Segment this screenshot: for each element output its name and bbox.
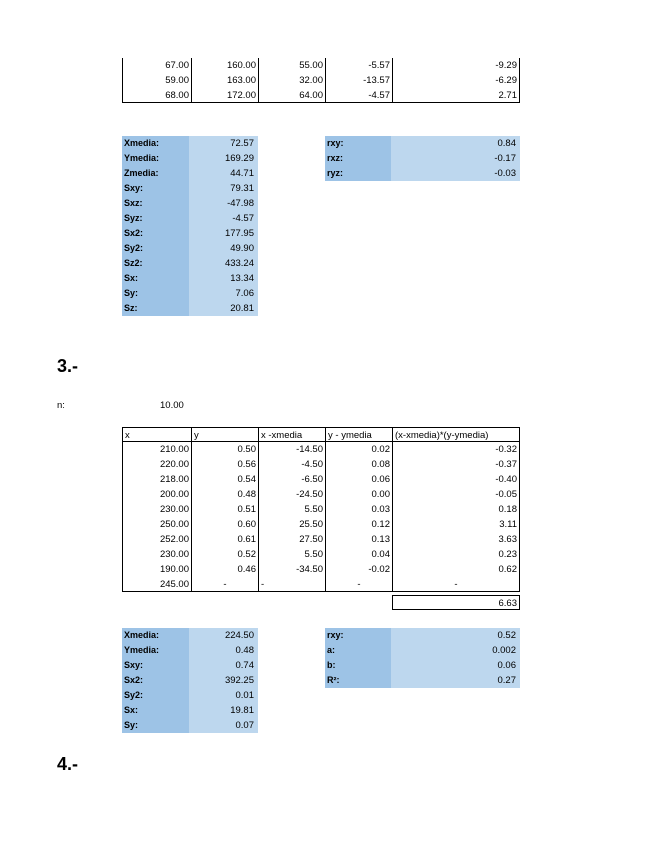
stat-label: Sy2: bbox=[122, 688, 189, 703]
table-cell: 163.00 bbox=[191, 73, 258, 88]
stat-value: 392.25 bbox=[189, 673, 258, 688]
stat-value: 7.06 bbox=[189, 286, 258, 301]
column-header: (x-xmedia)*(y-ymedia) bbox=[392, 427, 520, 442]
stat-label: Sx: bbox=[122, 703, 189, 718]
stat-row bbox=[122, 241, 258, 256]
table-row bbox=[122, 532, 520, 547]
table-cell: 0.48 bbox=[191, 487, 258, 502]
column-header: x bbox=[122, 427, 191, 442]
stat-row bbox=[122, 688, 258, 703]
sec2-data-table bbox=[122, 58, 520, 103]
stat-label: Syz: bbox=[122, 211, 189, 226]
stat-value: 79.31 bbox=[189, 181, 258, 196]
table-cell: 2.71 bbox=[392, 88, 520, 103]
stat-value: 0.84 bbox=[391, 136, 520, 151]
table-cell: 32.00 bbox=[258, 73, 325, 88]
stat-row bbox=[122, 196, 258, 211]
sec2-correlation-block bbox=[325, 136, 520, 181]
table-cell: 0.52 bbox=[191, 547, 258, 562]
table-cell: 0.02 bbox=[325, 442, 392, 457]
stat-value: 0.07 bbox=[189, 718, 258, 733]
stat-row bbox=[122, 226, 258, 241]
sec3-stats-block bbox=[122, 628, 258, 733]
stat-value: 19.81 bbox=[189, 703, 258, 718]
stat-row bbox=[122, 166, 258, 181]
table-cell: 0.51 bbox=[191, 502, 258, 517]
table-cell: -4.50 bbox=[258, 457, 325, 472]
table-cell: 0.54 bbox=[191, 472, 258, 487]
stat-row bbox=[325, 673, 520, 688]
table-cell: -34.50 bbox=[258, 562, 325, 577]
table-cell: -4.57 bbox=[325, 88, 392, 103]
stat-label: Sz2: bbox=[122, 256, 189, 271]
table-cell: -6.50 bbox=[258, 472, 325, 487]
table-cell: 25.50 bbox=[258, 517, 325, 532]
stat-label: b: bbox=[325, 658, 391, 673]
stat-row bbox=[325, 658, 520, 673]
table-cell: 0.13 bbox=[325, 532, 392, 547]
table-cell: -0.02 bbox=[325, 562, 392, 577]
stat-row bbox=[122, 256, 258, 271]
stat-value: -0.17 bbox=[391, 151, 520, 166]
stat-label: Sx2: bbox=[122, 673, 189, 688]
table-row bbox=[122, 547, 520, 562]
stat-value: 0.52 bbox=[391, 628, 520, 643]
stat-label: rxz: bbox=[325, 151, 391, 166]
stat-value: 177.95 bbox=[189, 226, 258, 241]
table-cell: 172.00 bbox=[191, 88, 258, 103]
sec3-regression-block bbox=[325, 628, 520, 688]
table-row bbox=[122, 577, 520, 592]
total-value: 6.63 bbox=[392, 595, 520, 610]
table-cell: 3.63 bbox=[392, 532, 520, 547]
stat-label: Sxy: bbox=[122, 658, 189, 673]
stat-value: 20.81 bbox=[189, 301, 258, 316]
stat-label: Sxz: bbox=[122, 196, 189, 211]
stat-value: 0.01 bbox=[189, 688, 258, 703]
table-cell: -9.29 bbox=[392, 58, 520, 73]
table-cell: 220.00 bbox=[122, 457, 191, 472]
table-cell: 0.46 bbox=[191, 562, 258, 577]
table-cell: -0.40 bbox=[392, 472, 520, 487]
table-cell: 0.00 bbox=[325, 487, 392, 502]
stat-label: Xmedia: bbox=[122, 628, 189, 643]
stat-row bbox=[122, 151, 258, 166]
stat-label: Sy: bbox=[122, 718, 189, 733]
n-label: n: bbox=[57, 400, 65, 411]
stat-label: Sx: bbox=[122, 271, 189, 286]
table-row bbox=[122, 517, 520, 532]
stat-value: 44.71 bbox=[189, 166, 258, 181]
stat-value: 49.90 bbox=[189, 241, 258, 256]
table-cell: 59.00 bbox=[122, 73, 191, 88]
table-cell: 68.00 bbox=[122, 88, 191, 103]
stat-value: 13.34 bbox=[189, 271, 258, 286]
stat-row bbox=[325, 151, 520, 166]
table-row bbox=[122, 562, 520, 577]
table-cell: 67.00 bbox=[122, 58, 191, 73]
table-cell: 0.04 bbox=[325, 547, 392, 562]
stat-value: -4.57 bbox=[189, 211, 258, 226]
stat-row bbox=[122, 643, 258, 658]
stat-row bbox=[325, 166, 520, 181]
table-cell: 0.61 bbox=[191, 532, 258, 547]
table-cell: -0.32 bbox=[392, 442, 520, 457]
stat-row bbox=[122, 136, 258, 151]
column-header: x -xmedia bbox=[258, 427, 325, 442]
section-3-heading: 3.- bbox=[57, 356, 79, 376]
table-cell: 0.50 bbox=[191, 442, 258, 457]
sec2-stats-block bbox=[122, 136, 258, 316]
stat-row bbox=[122, 673, 258, 688]
stat-value: 72.57 bbox=[189, 136, 258, 151]
stat-row bbox=[122, 271, 258, 286]
stat-value: 0.002 bbox=[391, 643, 520, 658]
stat-label: Sx2: bbox=[122, 226, 189, 241]
table-cell: 218.00 bbox=[122, 472, 191, 487]
stat-row bbox=[122, 703, 258, 718]
table-cell: - bbox=[258, 577, 325, 592]
stat-label: Sxy: bbox=[122, 181, 189, 196]
table-header-row bbox=[122, 427, 520, 442]
stat-value: 169.29 bbox=[189, 151, 258, 166]
section-4-heading: 4.- bbox=[57, 754, 79, 774]
sec3-data-table bbox=[122, 427, 520, 607]
stat-label: ryz: bbox=[325, 166, 391, 181]
total-row bbox=[122, 592, 520, 607]
table-cell: 27.50 bbox=[258, 532, 325, 547]
stat-value: -47.98 bbox=[189, 196, 258, 211]
stat-value: 0.48 bbox=[189, 643, 258, 658]
table-row bbox=[122, 73, 520, 88]
table-cell: 160.00 bbox=[191, 58, 258, 73]
table-cell: 0.06 bbox=[325, 472, 392, 487]
stat-value: -0.03 bbox=[391, 166, 520, 181]
table-cell: 5.50 bbox=[258, 547, 325, 562]
table-cell: 200.00 bbox=[122, 487, 191, 502]
stat-label: R²: bbox=[325, 673, 391, 688]
stat-label: Sy2: bbox=[122, 241, 189, 256]
table-cell: - bbox=[392, 577, 520, 592]
stat-row bbox=[325, 136, 520, 151]
stat-label: Ymedia: bbox=[122, 643, 189, 658]
stat-value: 0.27 bbox=[391, 673, 520, 688]
table-cell: -24.50 bbox=[258, 487, 325, 502]
table-row bbox=[122, 58, 520, 73]
table-cell: -14.50 bbox=[258, 442, 325, 457]
table-row bbox=[122, 487, 520, 502]
table-cell: 250.00 bbox=[122, 517, 191, 532]
table-cell: 3.11 bbox=[392, 517, 520, 532]
stat-label: rxy: bbox=[325, 136, 391, 151]
table-cell: 0.56 bbox=[191, 457, 258, 472]
table-cell: -5.57 bbox=[325, 58, 392, 73]
table-row bbox=[122, 502, 520, 517]
table-cell: 0.62 bbox=[392, 562, 520, 577]
table-cell: 190.00 bbox=[122, 562, 191, 577]
table-cell: - bbox=[325, 577, 392, 592]
table-cell: - bbox=[191, 577, 258, 592]
table-cell: 0.60 bbox=[191, 517, 258, 532]
stat-label: Sy: bbox=[122, 286, 189, 301]
stat-row bbox=[325, 628, 520, 643]
table-row bbox=[122, 472, 520, 487]
stat-row bbox=[122, 628, 258, 643]
table-cell: 245.00 bbox=[122, 577, 191, 592]
stat-value: 433.24 bbox=[189, 256, 258, 271]
table-row bbox=[122, 442, 520, 457]
stat-row bbox=[122, 286, 258, 301]
stat-row bbox=[325, 643, 520, 658]
column-header: y bbox=[191, 427, 258, 442]
stat-row bbox=[122, 181, 258, 196]
stat-row bbox=[122, 718, 258, 733]
table-cell: 0.18 bbox=[392, 502, 520, 517]
table-cell: 230.00 bbox=[122, 547, 191, 562]
table-cell: 5.50 bbox=[258, 502, 325, 517]
stat-value: 0.74 bbox=[189, 658, 258, 673]
stat-label: Xmedia: bbox=[122, 136, 189, 151]
table-cell: -6.29 bbox=[392, 73, 520, 88]
table-cell: 0.12 bbox=[325, 517, 392, 532]
stat-row bbox=[122, 658, 258, 673]
stat-value: 224.50 bbox=[189, 628, 258, 643]
table-row bbox=[122, 457, 520, 472]
stat-row bbox=[122, 301, 258, 316]
stat-label: Ymedia: bbox=[122, 151, 189, 166]
table-cell: 252.00 bbox=[122, 532, 191, 547]
table-row bbox=[122, 88, 520, 103]
table-cell: 210.00 bbox=[122, 442, 191, 457]
table-cell: 230.00 bbox=[122, 502, 191, 517]
table-cell: 64.00 bbox=[258, 88, 325, 103]
table-cell: 0.08 bbox=[325, 457, 392, 472]
stat-label: a: bbox=[325, 643, 391, 658]
stat-row bbox=[122, 211, 258, 226]
n-value: 10.00 bbox=[160, 400, 184, 411]
table-cell: 55.00 bbox=[258, 58, 325, 73]
table-cell: -13.57 bbox=[325, 73, 392, 88]
stat-label: Sz: bbox=[122, 301, 189, 316]
table-cell: 0.23 bbox=[392, 547, 520, 562]
table-cell: -0.05 bbox=[392, 487, 520, 502]
stat-value: 0.06 bbox=[391, 658, 520, 673]
table-cell: -0.37 bbox=[392, 457, 520, 472]
table-cell: 0.03 bbox=[325, 502, 392, 517]
column-header: y - ymedia bbox=[325, 427, 392, 442]
stat-label: Zmedia: bbox=[122, 166, 189, 181]
stat-label: rxy: bbox=[325, 628, 391, 643]
